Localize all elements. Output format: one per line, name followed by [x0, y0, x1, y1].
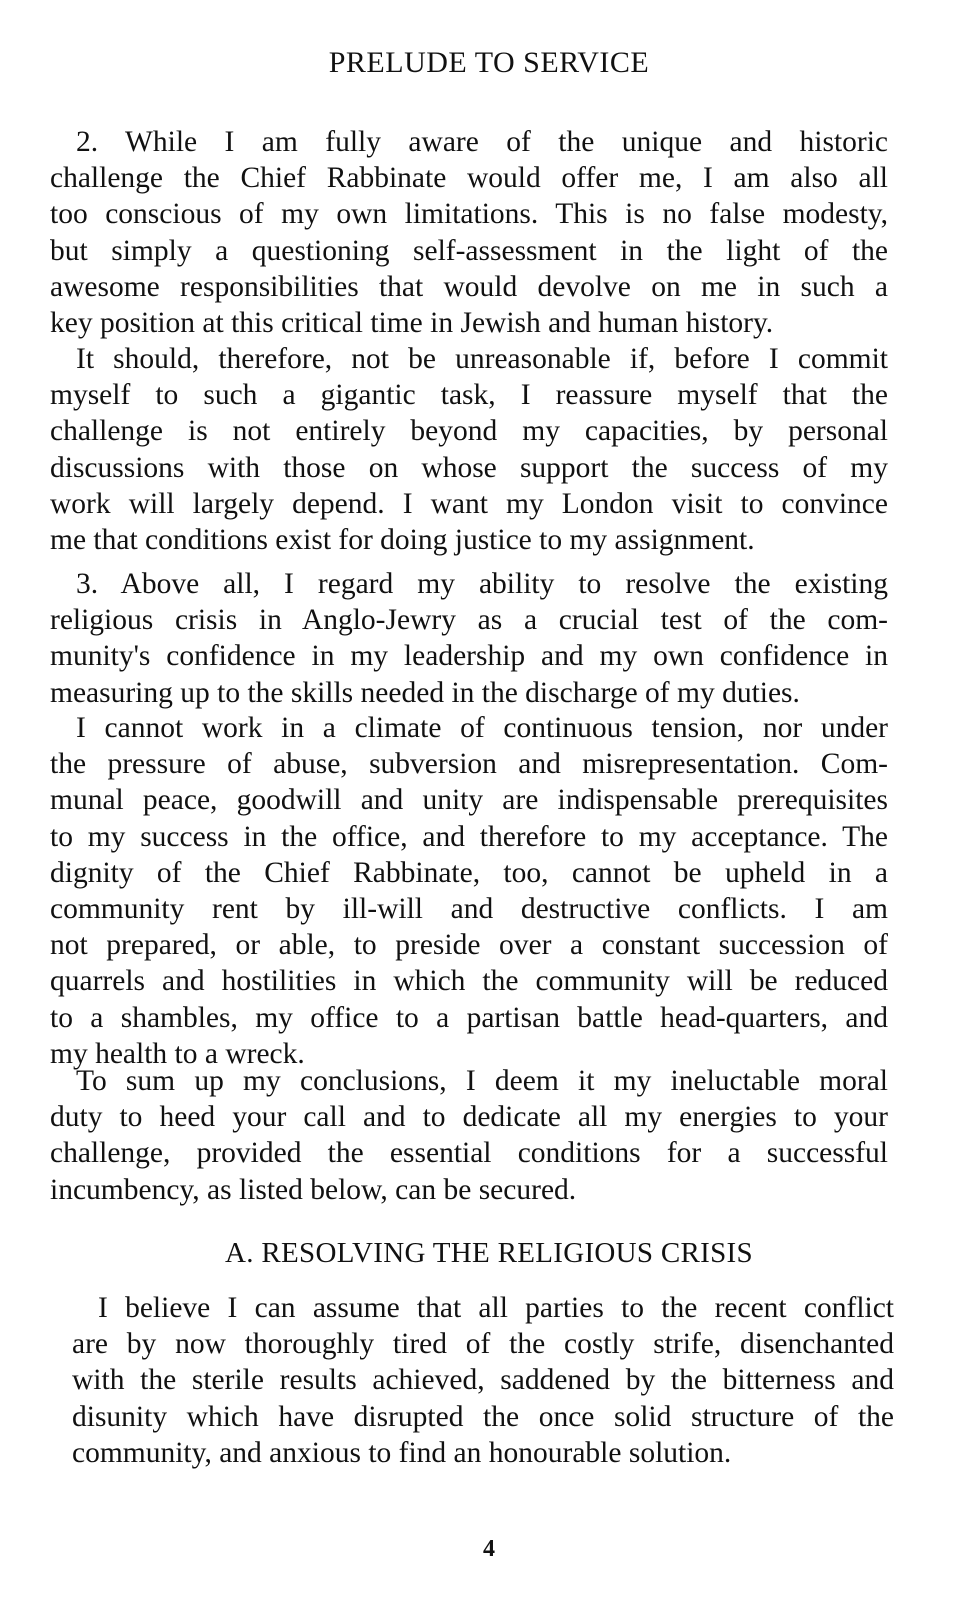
text-line: the pressure of abuse, subversion and misrepresentation. Com-: [50, 748, 888, 781]
text-line: 3. Above all, I regard my ability to resolve the existing: [76, 568, 888, 600]
running-head: PRELUDE TO SERVICE: [328, 46, 650, 79]
text-line: measuring up to the skills needed in the discharge of my duties.: [50, 676, 800, 709]
conclusion-paragraph: [50, 1063, 888, 1208]
page-number: 4: [483, 1536, 495, 1562]
text-line: dignity of the Chief Rabbinate, too, cannot be upheld in a: [50, 856, 888, 889]
text-line: awesome responsibilities that would devolve on me in such a: [50, 270, 888, 303]
text-line: I cannot work in a climate of continuous tension, nor under: [76, 712, 888, 744]
text-line: to my success in the office, and therefore to my acceptance. The: [50, 820, 888, 853]
text-line: quarrels and hostilities in which the community will be reduced: [50, 965, 888, 998]
text-line: challenge is not entirely beyond my capacities, by personal: [50, 415, 888, 448]
text-line: I believe I can assume that all parties to the recent conflict: [98, 1292, 894, 1324]
text-line: my health to a wreck.: [50, 1037, 305, 1070]
text-line: but simply a questioning self-assessment in the light of the: [50, 234, 888, 267]
text-line: religious crisis in Anglo-Jewry as a crucial test of the com-: [50, 604, 888, 637]
text-line: with the sterile results achieved, saddened by the bitterness and: [72, 1364, 894, 1397]
text-line: incumbency, as listed below, can be secured.: [50, 1173, 577, 1206]
text-line: me that conditions exist for doing justice to my assignment.: [50, 523, 755, 556]
text-line: community, and anxious to find an honourable solution.: [72, 1436, 732, 1469]
text-line: community rent by ill-will and destructive conflicts. I am: [50, 892, 888, 925]
text-line: not prepared, or able, to preside over a constant succession of: [50, 929, 888, 962]
text-line: duty to heed your call and to dedicate all my energies to your: [50, 1101, 888, 1134]
text-line: It should, therefore, not be unreasonable if, before I commit: [76, 343, 888, 375]
text-line: To sum up my conclusions, I deem it my ineluctable moral: [76, 1065, 888, 1097]
text-line: to a shambles, my office to a partisan battle head-quarters, and: [50, 1001, 888, 1034]
text-line: 2. While I am fully aware of the unique and historic: [76, 126, 888, 158]
text-line: myself to such a gigantic task, I reassure myself that the: [50, 379, 888, 412]
text-line: disunity which have disrupted the once solid structure of the: [72, 1400, 894, 1433]
paragraph-2: [50, 124, 888, 341]
text-line: discussions with those on whose support the success of my: [50, 451, 888, 484]
paragraph-3: [50, 566, 888, 711]
section-heading: A. RESOLVING THE RELIGIOUS CRISIS: [225, 1237, 753, 1269]
section-a-paragraph: [72, 1290, 894, 1471]
paragraph-3-continued: [50, 710, 888, 1072]
text-line: munity's confidence in my leadership and my own confidence in: [50, 640, 888, 673]
text-line: too conscious of my own limitations. This is no false modesty,: [50, 198, 888, 231]
text-line: key position at this critical time in Jewish and human history.: [50, 306, 774, 339]
text-line: munal peace, goodwill and unity are indispensable prerequisites: [50, 784, 888, 817]
text-line: work will largely depend. I want my London visit to convince: [50, 487, 888, 520]
text-line: challenge, provided the essential conditions for a successful: [50, 1137, 888, 1170]
text-line: are by now thoroughly tired of the costly strife, disenchanted: [72, 1328, 894, 1361]
text-line: challenge the Chief Rabbinate would offer me, I am also all: [50, 162, 888, 195]
paragraph-2-continued: [50, 341, 888, 558]
